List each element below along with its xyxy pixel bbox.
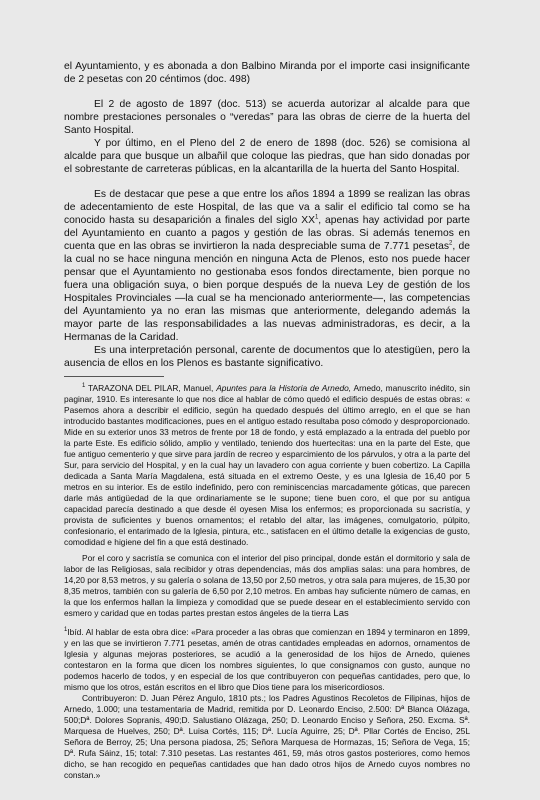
footnote-ref-1: 1 [314, 214, 319, 221]
footnote-1-author: TARAZONA DEL PILAR, Manuel, [85, 383, 217, 393]
footnote-1-paragraph-2-tail: Las [330, 608, 349, 619]
paragraph-5: Es una interpretación personal, carente de documentos que lo atestigüen, pero la ausencia de ellos en los Plenos es bastante significativo. [64, 345, 470, 369]
paragraph-1: el Ayuntamiento, y es abonada a don Balbino Miranda por el importe casi insignificante de 2 pesetas con 20 céntimos (doc. 498) [64, 61, 470, 85]
footnote-separator [64, 376, 164, 377]
footnote-1-title: Apuntes para la Historia de Arnedo, [216, 383, 352, 393]
paragraph-4-part-b: , apenas hay actividad por parte del Ayuntamiento en cuanto a pagos y gestión de las obras. Si además tenemos en cuenta que en las obras se invirtieron la nada despreciable suma de 7.771 pesetas [64, 215, 470, 252]
footnote-1-paragraph-2 [64, 553, 470, 619]
paragraph-3: Y por último, en el Pleno del 2 de enero de 1898 (doc. 526) se comisiona al alcalde para que busque un albañil que coloque las piedras, que han sido donadas por el sobrestante de carreteras públicas, en la alcantarilla de la huerta del Santo Hospital. [64, 138, 470, 175]
footnote-1 [64, 383, 470, 548]
footnote-2-text: Ibíd. Al hablar de esta obra dice: «Para proceder a las obras que comienzan en 1894 y terminaron en 1899, y en las que se invirtieron 7.771 pesetas, amén de otras cantidades empleadas en adornos, ornamentos de Iglesia y algunas mejoras posteriores, se acudió a la generosidad de los hijos de Arnedo, quienes contestaron en la forma que dicen los nombres siguientes, lo que consignamos con gusto, aunque no podemos hacerlo de todos, y en especial de los que contribuyeron con pequeñas cantidades, pero que, lo mismo que los otros, están escritos en el libro que Dios tiene para los misericordiosos. [64, 627, 470, 692]
page-content [64, 60, 470, 781]
paragraph-4-part-a: Es de destacar que pese a que entre los años 1894 a 1899 se realizan las obras de adecentamiento de este Hospital, de las que va a salir el edificio tal como se ha conocido hasta su desaparición a finales del siglo XX [64, 189, 470, 226]
paragraph-2: El 2 de agosto de 1897 (doc. 513) se acuerda autorizar al alcalde para que nombre prestaciones personales o “veredas” para las obras de cierre de la huerta del Santo Hospital. [64, 99, 470, 136]
footnote-2 [64, 627, 470, 693]
footnote-2-number: 1 [64, 627, 68, 634]
footnote-ref-2: 2 [449, 240, 453, 247]
footnote-1-number: 1 [82, 383, 86, 390]
paragraph-4 [64, 188, 470, 344]
footnote-1-text: Arnedo, manuscrito inédito, sin paginar, 1910. Es interesante lo que nos dice al hablar de cómo quedó el edificio después de estas obras: « Pasemos ahora a describir el edificio, según ha quedado después del último arreglo, en el que se han introducido bastantes modificaciones, pues en el antiguo estado resultaba poso cómodo y desproporcionado. Mide en su exterior unos 33 metros de frente por 18 de fondo, y está emplazado a la entrada del pueblo por la parte Este. Es edificio sólido, amplio y ventilado, teniendo dos huertecitas: una en la parte del Este, que fue antiguo cementerio y que sirve para jardín de recreo y esparcimiento de los párvulos, y otra a la parte del Sur, para servicio del Hospital, y en la cual hay un lavadero con agua corriente y buen cobertizo. La Capilla dedicada a Santa María Magdalena, está situada en el extremo Oeste, y es una Iglesia de 16,40 por 5 metros en su interior. Es de estilo indefinido, pero con reminiscencias marcadamente góticas, que parecen darle más antigüedad de la que ordinariamente se le supone; tiene buen coro, el que por su antigua capacidad parecía destinado a que desde él oyesen Misa los enfermos; es proporcionada su sacristía, y provista de suficientes y buenos ornamentos; el retablo del altar, las imágenes, comulgatorio, púlpito, confesionario, el entarimado de la Iglesia, pintura, etc., satisfacen en el último detalle la exigencias de gusto, comodidad e higiene del fin a que está destinado. [64, 383, 471, 547]
footnote-1-paragraph-2-text: Por el coro y sacristía se comunica con el interior del piso principal, donde están el dormitorio y sala de labor de las Religiosas, sala recibidor y otras dependencias, más dos amplias salas: una para hombres, de 14,20 por 8,53 metros, y su galería o solana de 13,50 por 2,50 metros, y otra sala para mujeres, de 15,30 por 8,35 metros, también con su galería de 6,50 por 2,10 metros. En ambas hay suficiente número de camas, en la que los enfermos hallan la limpieza y comodidad que se puede desear en el establecimiento servido con esmero y caridad que en todas partes prestan estos ángeles de la tierra [64, 553, 470, 618]
paragraph-4-part-c: , de la cual no se hace ninguna mención en ninguna Acta de Plenos, esto nos puede hacer pensar que el Ayuntamiento no gestionaba esos fondos directamente, bien porque no fuera una obligación suya, o bien porque después de la nueva Ley de gestión de los Hospitales Provinciales —la cual se ha mencionado anteriormente—, las competencias del Ayuntamiento ya no eran las mismas que anteriormente, delegando además la mayor parte de las responsabilidades a las nuevas administradoras, es decir, a la Hermanas de la Caridad. [64, 241, 470, 343]
footnote-2-contributors: Contribuyeron: D. Juan Pérez Angulo, 1810 pts.; los Padres Agustinos Recoletos de Filipinas, hijos de Arnedo, 1.000; una testamentaria de Madrid, remitida por D. Leonardo Enciso, 2.500: Dª Blanca Olázaga, 500;Dª. Dolores Sopranis, 490;D. Salustiano Olázaga, 250; D. Leonardo Enciso y Señora, 250. Excma. Sª. Marquesa de Huelves, 250; Dª. Luisa Cortés, 115; Dª. Lucía Aguirre, 25; Dª. Pllar Cortés de Enciso, 25L Señora de Berroy, 25; Una persona piadosa, 25; Señora Marquesa de Hormazas, 15; Señora de Vega, 15; Dª. Rufa Sáinz, 15; total: 7.310 pesetas. Las restantes 461, 59, más otros gastos posteriores, como hemos dicho, se han recogido en pequeñas cantidades que han dado otros hijos de Arnedo cuyos nombres no constan.» [64, 693, 470, 780]
